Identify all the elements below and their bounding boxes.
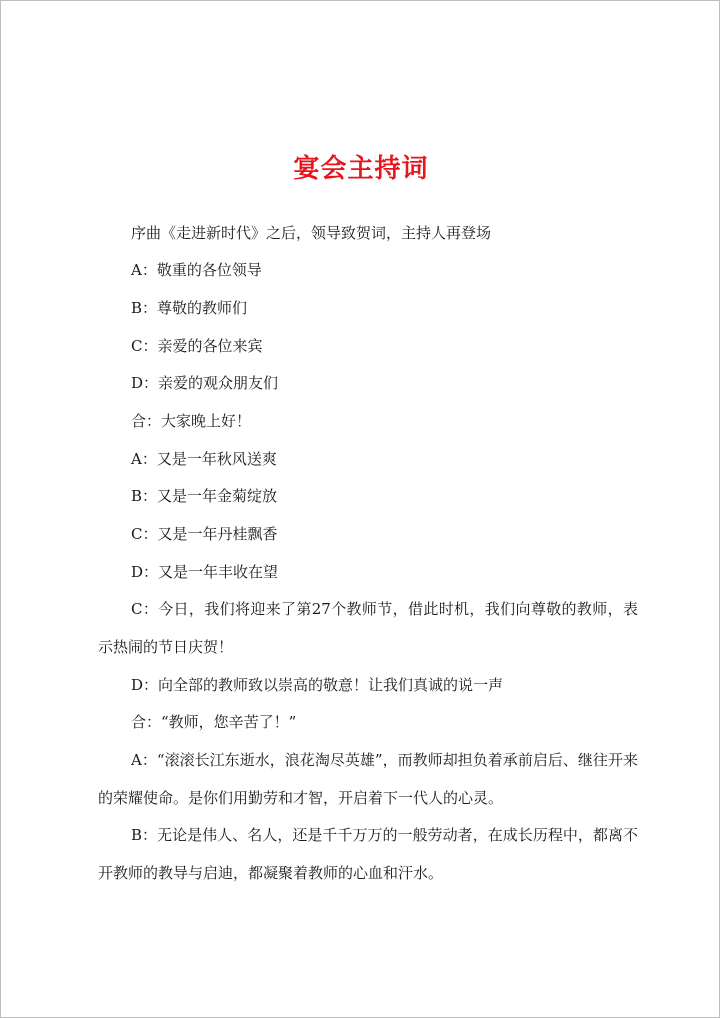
paragraph-line: C：亲爱的各位来宾 [131, 337, 263, 355]
paragraph-line: 合：“教师，您辛苦了！” [131, 713, 297, 731]
paragraph-line: D：向全部的教师致以崇高的敬意！让我们真诚的说一声 [131, 676, 504, 694]
paragraph-line: A：又是一年秋风送爽 [131, 450, 277, 468]
paragraph-line: A：敬重的各位领导 [131, 261, 262, 279]
paragraph-line: B：尊敬的教师们 [131, 299, 248, 317]
paragraph-line: 合：大家晚上好！ [131, 412, 252, 430]
paragraph-line: D：又是一年丰收在望 [131, 563, 279, 581]
paragraph-teachers-day: C：今日，我们将迎来了第27个教师节，借此时机，我们向尊敬的教师，表示热闹的节日庆贺！ [98, 600, 638, 656]
paragraph-b-long: B：无论是伟人、名人，还是千千万万的一般劳动者，在成长历程中，都离不开教师的教导与启迪，都凝聚着教师的心血和汗水。 [98, 826, 638, 882]
paragraph-line: D：亲爱的观众朋友们 [131, 374, 279, 392]
paragraph-line: B：又是一年金菊绽放 [131, 487, 278, 505]
paragraph-line: C：又是一年丹桂飘香 [131, 525, 278, 543]
document-title: 宴会主持词 [293, 154, 429, 184]
paragraph-a-long: A：“滚滚长江东逝水，浪花淘尽英雄”，而教师却担负着承前启后、继往开来的荣耀使命。是你们用勤劳和才智，开启着下一代人的心灵。 [98, 751, 638, 807]
paragraph-prelude: 序曲《走进新时代》之后，领导致贺词，主持人再登场 [131, 224, 492, 242]
